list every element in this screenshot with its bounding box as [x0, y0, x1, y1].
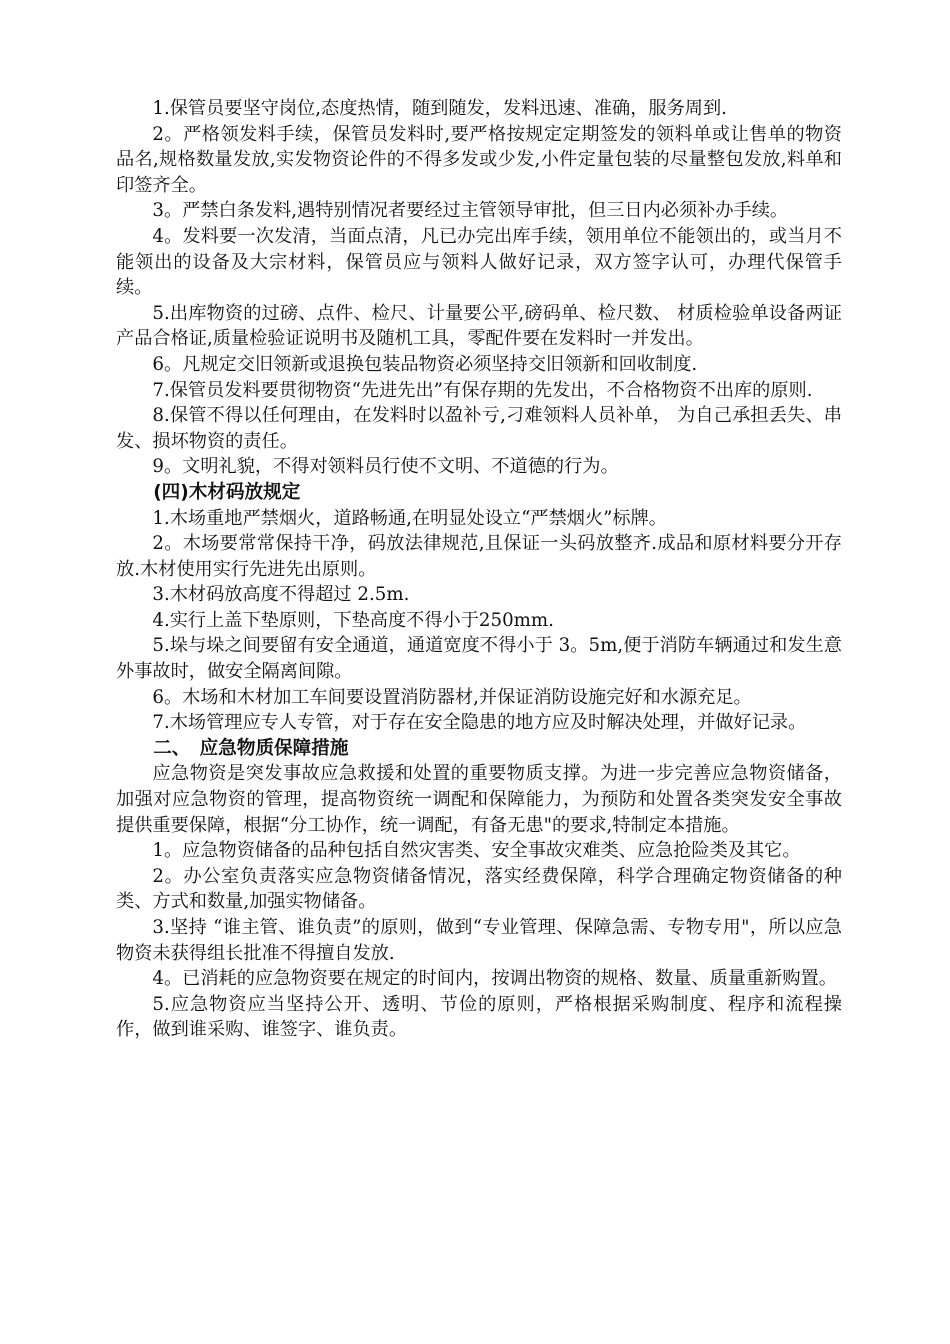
section-heading: 二、 应急物质保障措施: [153, 737, 349, 759]
paragraph: 3。严禁白条发料,遇特别情况者要经过主管领导审批，但三日内必须补办手续。: [152, 200, 789, 222]
paragraph: 1.木场重地严禁烟火，道路畅通,在明显处设立“严禁烟火”标牌。: [152, 507, 667, 529]
paragraph: 5.应急物资应当坚持公开、透明、节俭的原则，严格根据采购制度、程序和流程操作，做到谁采购、谁签字、谁负责。: [116, 993, 842, 1041]
paragraph: 1。应急物资储备的品种包括自然灾害类、安全事故灾难类、应急抢险类及其它。: [152, 840, 801, 862]
section-heading: (四)木材码放规定: [153, 481, 301, 503]
paragraph: 2。办公室负责落实应急物资储备情况，落实经费保障，科学合理确定物资储备的种类、方式和数量,加强实物储备。: [116, 865, 842, 913]
paragraph: 3.木材码放高度不得超过 2.5m.: [152, 584, 410, 606]
paragraph: 5.垛与垛之间要留有安全通道，通道宽度不得小于 3。5m,便于消防车辆通过和发生意外事故时，做安全隔离间隙。: [116, 635, 842, 683]
paragraph: 4。发料要一次发清，当面点清，凡已办完出库手续，领用单位不能领出的，或当月不能领出的设备及大宗材料，保管员应与领料人做好记录，双方签字认可，办理代保管手续。: [116, 225, 842, 299]
paragraph: 6。木场和木材加工车间要设置消防器材,并保证消防设施完好和水源充足。: [152, 686, 752, 708]
paragraph: 7.保管员发料要贯彻物资“先进先出”有保存期的先发出，不合格物资不出库的原则.: [152, 379, 813, 401]
paragraph: 9。文明礼貌，不得对领料员行使不文明、不道德的行为。: [152, 456, 619, 478]
paragraph: 2。严格领发料手续，保管员发料时,要严格按规定定期签发的领料单或让售单的物资品名,规格数量发放,实发物资论件的不得多发或少发,小件定量包装的尽量整包发放,料单和印签齐全。: [116, 123, 842, 196]
document-body: [116, 96, 842, 1043]
paragraph: 2。木场要常常保持干净，码放法律规范,且保证一头码放整齐.成品和原材料要分开存放.木材使用实行先进先出原则。: [116, 533, 842, 580]
paragraph: 6。凡规定交旧领新或退换包装品物资必须坚持交旧领新和回收制度.: [152, 353, 698, 375]
paragraph: 1.保管员要坚守岗位,态度热情，随到随发，发料迅速、准确，服务周到.: [152, 98, 727, 119]
paragraph: 3.坚持 “谁主管、谁负责”的原则，做到“专业管理、保障急需、专物专用"，所以应急物资未获得组长批准不得擅自发放.: [116, 917, 842, 964]
paragraph: 5.出库物资的过磅、点件、检尺、计量要公平,磅码单、检尺数、 材质检验单设备两证产品合格证,质量检验证说明书及随机工具，零配件要在发料时一并发出。: [116, 302, 842, 350]
paragraph: 4.实行上盖下垫原则，下垫高度不得小于250mm.: [152, 609, 554, 631]
paragraph: 4。已消耗的应急物资要在规定的时间内，按调出物资的规格、数量、质量重新购置。: [152, 968, 837, 990]
paragraph: 应急物资是突发事故应急救援和处置的重要物质支撑。为进一步完善应急物资储备，加强对应急物资的管理，提高物资统一调配和保障能力，为预防和处置各类突发安全事故提供重要保障，根据“分工协作，统一调配，有备无患"的要求,特制定本措施。: [116, 763, 842, 836]
paragraph: 7.木场管理应专人专管，对于存在安全隐患的地方应及时解决处理，并做好记录。: [152, 712, 807, 734]
paragraph: 8.保管不得以任何理由，在发料时以盈补亏,刁难领料人员补单， 为自己承担丢失、串发、损坏物资的责任。: [116, 405, 842, 452]
